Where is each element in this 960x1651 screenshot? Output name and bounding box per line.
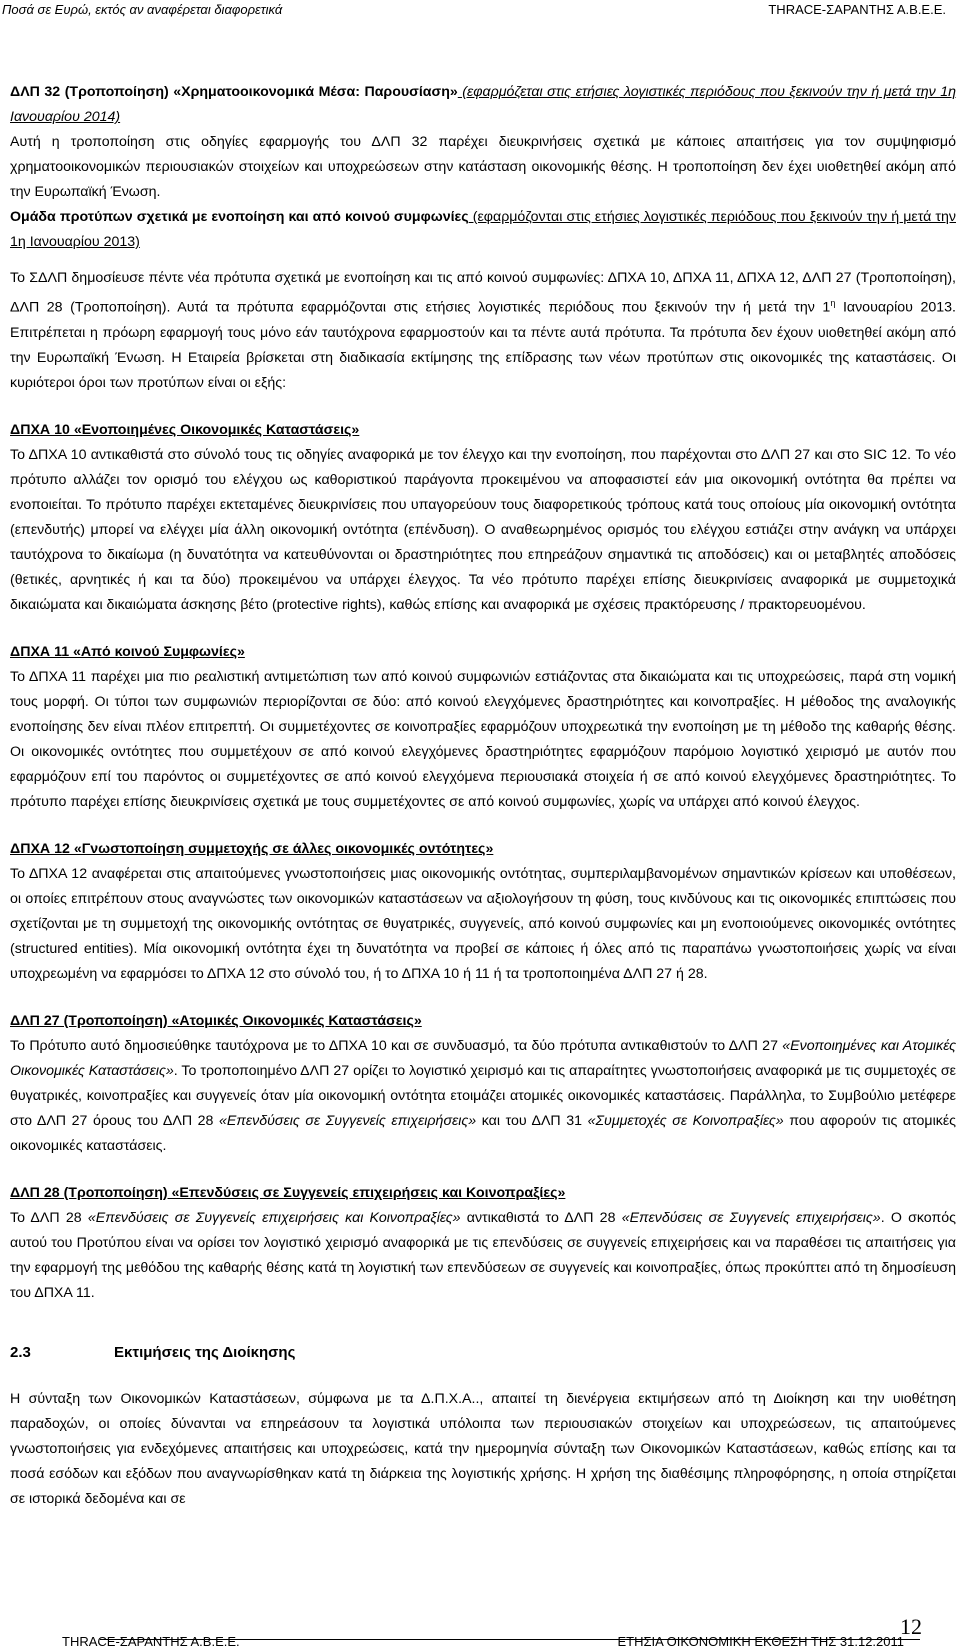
section-heading xyxy=(10,1340,956,1365)
ias28-text: Το ΔΛΠ 28 «Επενδύσεις σε Συγγενείς επιχειρήσεις και Κοινοπραξίες» αντικαθιστά το ΔΛΠ 28 «Επενδύσεις σε Συγγενείς επιχειρήσεις». Ο σκοπός αυτού του Προτύπου είναι να ορίσει τον λογιστικό χειρισμό αναφορικά με τις επενδύσεις σε συγγενείς επιχειρήσεις και να παραθέσει τις απαιτήσεις για την εφαρμογή της μεθόδου της καθαρής θέσης κατά τη λογιστική των επενδύσεων σε συγγενείς και κοινοπραξίες, όπως προκύπτει από τη δημοσίευση του ΔΠΧΑ 11. xyxy=(10,1209,956,1301)
page-number: 12 xyxy=(900,1614,922,1639)
ifrs10-title: ΔΠΧΑ 10 «Ενοποιημένες Οικονομικές Καταστάσεις» xyxy=(10,421,360,438)
consolidation-group-paragraph xyxy=(10,205,956,255)
ifrs10-text: Το ΔΠΧΑ 10 αντικαθιστά στο σύνολό τους τις οδηγίες αναφορικά με τον έλεγχο και την ενοποίηση, που παρέχονται στο ΔΛΠ 27 και στο SIC 12. Το νέο πρότυπο αλλάζει τον ορισμό του ελέγχου ως καθοριστικού παράγοντα προκειμένου να αποφασιστεί εάν μια οικονομική οντότητα θα πρέπει να ενοποιείται. Το πρότυπο παρέχει εκτεταμένες διευκρινίσεις που υπαγορεύουν τους διαφορετικούς τρόπους κατά τους οποίους μία οικονομική οντότητα (επενδυτής) μπορεί να ελέγχει μία άλλη οικονομική οντότητα (επένδυση). Ο αναθεωρημένος ορισμός του ελέγχου εστιάζει στην ανάγκη να υπάρχει ταυτόχρονα το δικαίωμα (η δυνατότητα να κατευθύνονται οι δραστηριότητες που επηρεάζουν σημαντικά τις αποδόσεις) και οι μεταβλητές αποδόσεις (θετικές, αρνητικές ή και τα δύο) προκειμένου να υπάρχει έλεγχος. Τα νέο πρότυπο παρέχει επίσης διευκρινίσεις αναφορικά με συμμετοχικά δικαιώματα και δικαιώματα άσκησης βέτο (protective rights), καθώς επίσης και αναφορικά με σχέσεις πρακτόρευσης / πρακτορευομένου. xyxy=(10,446,956,613)
header-left-text: Ποσά σε Ευρώ, εκτός αν αναφέρεται διαφορετικά xyxy=(2,2,283,17)
section-text: Η σύνταξη των Οικονομικών Καταστάσεων, σύμφωνα με τα Δ.Π.Χ.Α.., απαιτεί τη διενέργεια εκτιμήσεων από τη Διοίκηση και την υιοθέτηση παραδοχών, οι οποίες δύνανται να επηρεάσουν τα λογιστικά υπόλοιπα των περιουσιακών στοιχείων και υποχρεώσεων, τις απαιτούμενες γνωστοποιήσεις για ενδεχόμενες απαιτήσεις και υποχρεώσεις, κατά την ημερομηνία σύνταξη των Οικονομικών Καταστάσεων, καθώς επίσης και τα ποσά εσόδων και εξόδων που αναγνωρίσθηκαν κατά τη διάρκεια της λογιστικής χρήσης. Η χρήση της διαθέσιμης πληροφόρησης, η οποία στηρίζεται σε ιστορικά δεδομένα και σε xyxy=(10,1390,956,1507)
ifrs11-text: Το ΔΠΧΑ 11 παρέχει μια πιο ρεαλιστική αντιμετώπιση των από κοινού συμφωνιών εστιάζοντας στα δικαιώματα και τις υποχρεώσεις, παρά στη νομική τους μορφή. Οι τύποι των συμφωνιών περιορίζονται σε δύο: από κοινού ελεγχόμενες δραστηριότητες και κοινοπραξίες. Η μέθοδος της αναλογικής ενοποίησης δεν είναι πλέον επιτρεπτή. Οι συμμετέχοντες σε κοινοπραξίες εφαρμόζουν υποχρεωτικά την ενοποίηση με τη μέθοδο της καθαρής θέσης. Οι οικονομικές οντότητες που συμμετέχουν σε από κοινού ελεγχόμενες δραστηριότητες εφαρμόζουν παρόμοιο λογιστικό χειρισμό με αυτόν που εφαρμόζουν επί του παρόντος οι συμμετέχοντες σε από κοινού ελεγχόμενα περιουσιακά στοιχεία ή σε από κοινού ελεγχόμενες δραστηριότητες. Το πρότυπο παρέχει επίσης διευκρινίσεις σχετικά με τους συμμετέχοντες σε από κοινού συμφωνίες, χωρίς να υπάρχει από κοινού έλεγχος. xyxy=(10,668,956,810)
footer-right-text: ΕΤΗΣΙΑ ΟΙΚΟΝΟΜΙΚΗ ΕΚΘΕΣΗ ΤΗΣ 31.12.2011 xyxy=(617,1634,904,1649)
ias32-effective-date: (εφαρμόζεται στις ετήσιες λογιστικές περιόδους που ξεκινούν την ή μετά την 1η Ιανουαρίου 2014) xyxy=(10,84,957,125)
ias32-paragraph xyxy=(10,80,956,130)
ias28-title: ΔΛΠ 28 (Τροποποίηση) «Επενδύσεις σε Συγγενείς επιχειρήσεις και Κοινοπραξίες» xyxy=(10,1184,566,1201)
ifrs11-title: ΔΠΧΑ 11 «Από κοινού Συμφωνίες» xyxy=(10,643,245,660)
section-number: 2.3 xyxy=(10,1343,31,1361)
section-title: Εκτιμήσεις της Διοίκησης xyxy=(114,1343,296,1361)
ias27-text: Το Πρότυπο αυτό δημοσιεύθηκε ταυτόχρονα με το ΔΠΧΑ 10 και σε συνδυασμό, τα δύο πρότυπα αντικαθιστούν το ΔΛΠ 27 «Ενοποιημένες και Ατομικές Οικονομικές Καταστάσεις». Το τροποποιημένο ΔΛΠ 27 ορίζει το λογιστικό χειρισμό και τις απαραίτητες γνωστοποιήσεις αναφορικά με τις συμμετοχές σε θυγατρικές, κοινοπραξίες και συγγενείς όταν μία οικονομική οντότητα ετοιμάζει ατομικές οικονομικές καταστάσεις. Παράλληλα, το Συμβούλιο μετέφερε στο ΔΛΠ 27 όρους του ΔΛΠ 28 «Επενδύσεις σε Συγγενείς επιχειρήσεις» και του ΔΛΠ 31 «Συμμετοχές σε Κοινοπραξίες» που αφορούν τις ατομικές οικονομικές καταστάσεις. xyxy=(10,1037,957,1154)
ias27-title: ΔΛΠ 27 (Τροποποίηση) «Ατομικές Οικονομικές Καταστάσεις» xyxy=(10,1012,422,1029)
document-body xyxy=(10,80,956,1512)
consolidation-group-effective-date: (εφαρμόζονται στις ετήσιες λογιστικές περιόδους που ξεκινούν την ή μετά την 1η Ιανουαρίου 2013) xyxy=(10,209,956,250)
footer-left-text: THRACE-ΣΑΡΑΝΤΗΣ Α.Β.Ε.Ε. xyxy=(62,1634,240,1649)
ifrs12-text: Το ΔΠΧΑ 12 αναφέρεται στις απαιτούμενες γνωστοποιήσεις μιας οικονομικής οντότητας, συμπεριλαμβανομένων σημαντικών κρίσεων και υποθέσεων, οι οποίες επιτρέπουν στους αναγνώστες των οικονομικών καταστάσεων να αξιολογήσουν τη φύση, τους κινδύνους και τις οικονομικές επιπτώσεις που σχετίζονται με τη συμμετοχή της οικονομικής οντότητας σε θυγατρικές, συγγενείς, από κοινού συμφωνίες και μη ενοποιούμενες οικονομικές οντότητες (structured entities). Μία οικονομική οντότητα έχει τη δυνατότητα να προβεί σε κάποιες ή όλες από τις παραπάνω γνωστοποιήσεις χωρίς να είναι υποχρεωμένη να εφαρμόσει το ΔΠΧΑ 12 στο σύνολό του, ή το ΔΠΧΑ 10 ή 11 ή τα τροποποιημένα ΔΛΠ 27 ή 28. xyxy=(10,865,956,982)
header-right-text: THRACE-ΣΑΡΑΝΤΗΣ Α.Β.Ε.Ε. xyxy=(768,2,946,17)
page-header xyxy=(0,0,960,22)
consolidation-group-title: Ομάδα προτύπων σχετικά με ενοποίηση και από κοινού συμφωνίες xyxy=(10,209,469,225)
ias32-title: ΔΛΠ 32 (Τροποποίηση) «Χρηματοοικονομικά Μέσα: Παρουσίαση» xyxy=(10,84,458,100)
ias32-text: Αυτή η τροποποίηση στις οδηγίες εφαρμογής του ΔΛΠ 32 παρέχει διευκρινήσεις σχετικά με κάποιες απαιτήσεις για τον συμψηφισμό χρηματοοικονομικών περιουσιακών στοιχείων και υποχρεώσεων στην κατάσταση οικονομικής θέσης. Η τροποποίηση δεν έχει υιοθετηθεί ακόμη από την Ευρωπαϊκή Ένωση. xyxy=(10,134,956,200)
consolidation-group-text: Το ΣΔΛΠ δημοσίευσε πέντε νέα πρότυπα σχετικά με ενοποίηση και τις από κοινού συμφωνίες: ΔΠΧΑ 10, ΔΠΧΑ 11, ΔΠΧΑ 12, ΔΛΠ 27 (Τροποποίηση), ΔΛΠ 28 (Τροποποίηση). Αυτά τα πρότυπα εφαρμόζονται στις ετήσιες λογιστικές περιόδους που ξεκινούν την ή μετά την $1^\eta$ Ιανουαρίου 2013. Επιτρέπεται η πρόωρη εφαρμογή τους μόνο εάν ταυτόχρονα εφαρμοστούν και τα πέντε αυτά πρότυπα. Τα πρότυπα δεν έχουν υιοθετηθεί ακόμη από την Ευρωπαϊκή Ένωση. Η Εταιρεία βρίσκεται στη διαδικασία εκτίμησης της επίδρασης των νέων προτύπων στις οικονομικές της καταστάσεις. Οι κυριότεροι όροι των προτύπων είναι οι εξής: xyxy=(10,270,956,391)
ifrs12-title: ΔΠΧΑ 12 «Γνωστοποίηση συμμετοχής σε άλλες οικονομικές οντότητες» xyxy=(10,840,494,857)
